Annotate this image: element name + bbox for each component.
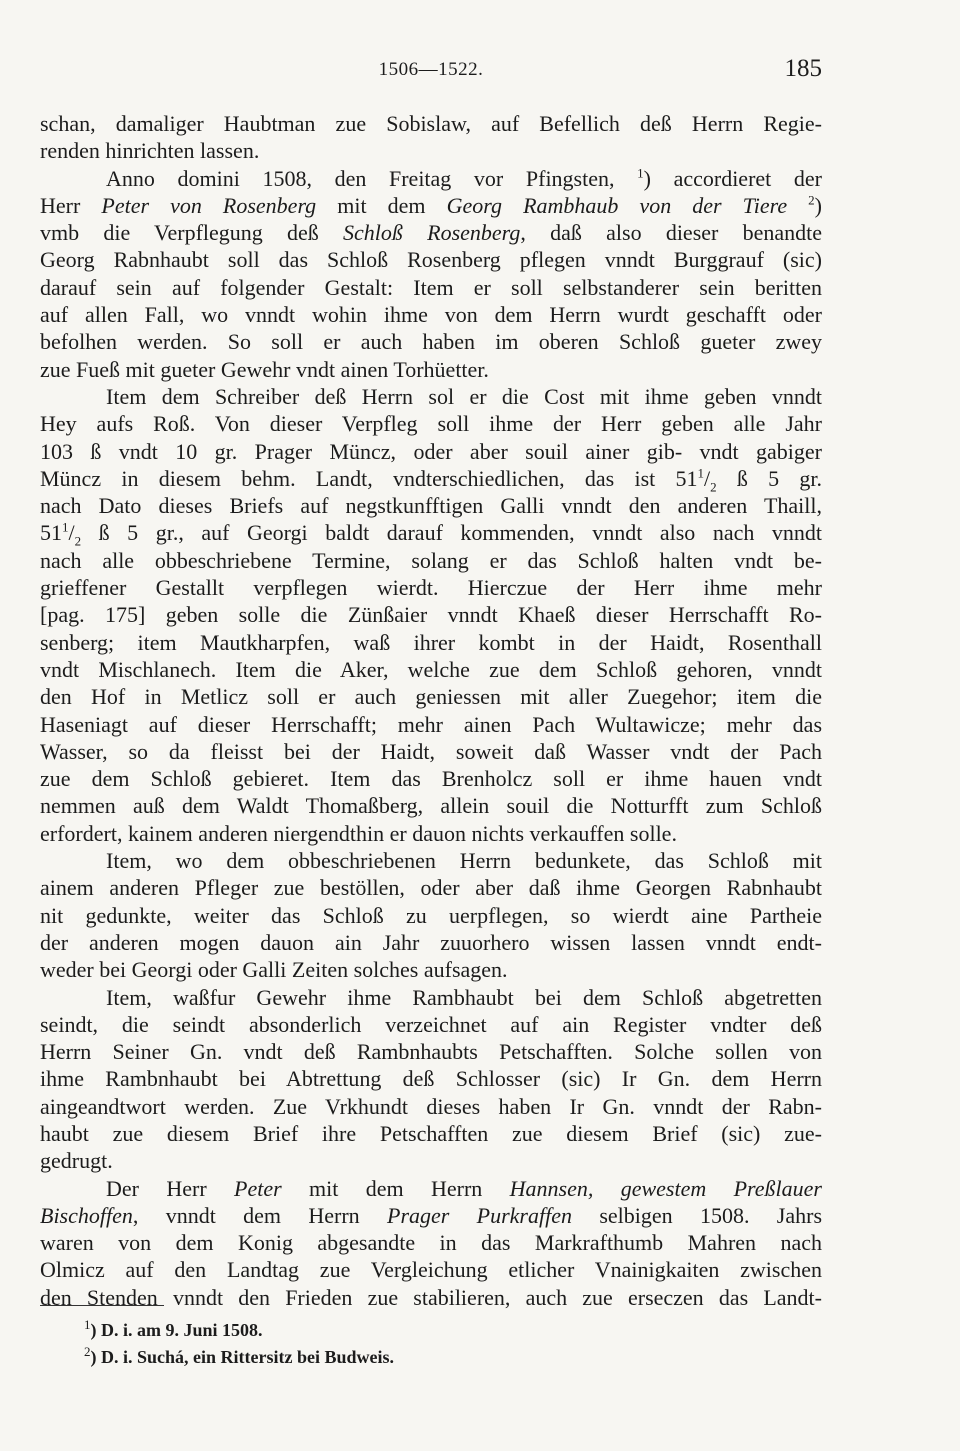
text-segment: 2: [710, 479, 717, 495]
text-segment: selbigen 1508. Jahrs: [571, 1202, 823, 1228]
page-header: [40, 55, 822, 95]
text-segment: den Stenden vnndt den Frieden zue stabilieren, auch zue erseczen das Landt-: [40, 1284, 822, 1310]
text-segment: mit dem Herrn: [281, 1175, 510, 1201]
text-segment: Haseniagt auf dieser Herrschafft; mehr ainen Pach Wultawicze; mehr das: [40, 711, 822, 737]
text-segment: Olmicz auf den Landtag zue Vergleichung etlicher Vnainigkaiten zwischen: [40, 1257, 822, 1283]
text-segment: waren von dem Konig abgesandte in das Markrafthumb Mahren nach: [40, 1230, 822, 1256]
text-line: [40, 1038, 822, 1065]
text-segment: Herrn Seiner Gn. vndt deß Rambnhaubts Petschafften. Solche sollen von: [40, 1039, 822, 1065]
text-line: [40, 465, 822, 495]
text-segment: 2: [74, 533, 82, 549]
text-line: [40, 165, 822, 192]
text-segment: Georg Rambhaub von der Tiere: [446, 192, 788, 218]
text-segment: aingeandtwort werden. Zue Vrkhundt dieses haben Ir Gn. vnndt der Rabn-: [40, 1093, 822, 1119]
text-segment: [pag. 175] geben solle die Zünßaier vnndt Khaeß dieser Herrschafft Ro-: [40, 602, 822, 628]
text-segment: haubt zue diesem Brief ihre Petschafften zue diesem Brief (sic) zue-: [40, 1120, 822, 1146]
text-segment: ): [814, 192, 822, 218]
text-segment: erfordert, kainem anderen niergendthin er dauon nichts verkauffen solle.: [40, 820, 677, 846]
text-line: [40, 1120, 822, 1147]
text-segment: Peter von Rosenberg: [101, 192, 317, 218]
text-segment: zue Fueß mit gueter Gewehr vndt ainen Torhüetter.: [40, 356, 489, 382]
text-line: [40, 1065, 822, 1092]
text-segment: der anderen mogen dauon ain Jahr zuuorhero wissen lassen vnndt endt-: [40, 929, 822, 955]
text-segment: gedrugt.: [40, 1148, 113, 1174]
text-segment: ß 5 gr., auf Georgi baldt darauf kommenden, vnndt also nach vnndt: [81, 520, 822, 546]
text-segment: auf allen Fall, wo vnndt wohin ihme von dem Herrn wurdt geschafft oder: [40, 302, 822, 328]
text-segment: , vnndt dem Herrn: [132, 1202, 387, 1228]
text-segment: Item dem Schreiber deß Herrn sol er die Cost mit ihme geben vnndt: [106, 383, 822, 409]
text-line: [40, 492, 822, 519]
text-segment: vmb die Verpflegung deß: [40, 220, 344, 246]
text-segment: vndt Mischlanech. Item die Aker, welche zue dem Schloß gehoren, vnndt: [40, 656, 822, 682]
text-line: [40, 738, 822, 765]
footnote-rule: [40, 1305, 164, 1306]
text-segment: schan, damaliger Haubtman zue Sobislaw, auf Befellich deß Herrn Regie-: [40, 111, 822, 136]
text-line: [40, 792, 822, 819]
text-line: [40, 383, 822, 410]
text-segment: 103 ß vndt 10 gr. Prager Müncz, oder aber souil ainer gib- vndt gabiger: [40, 438, 822, 464]
text-segment: , daß also dieser benandte: [520, 220, 822, 246]
text-segment: renden hinrichten lassen.: [40, 138, 260, 164]
text-segment: Bischoffen: [40, 1202, 133, 1228]
text-line: [40, 683, 822, 710]
text-segment: zue dem Schloß gebieret. Item das Brenholcz soll er ihme hauen vndt: [40, 766, 822, 792]
text-segment: den Hof in Metlicz soll er auch geniessen mit aller Zuegehor; item die: [40, 684, 822, 710]
text-line: [40, 1202, 822, 1229]
text-segment: Item, wo dem obbeschriebenen Herrn bedunkete, das Schloß mit: [106, 848, 822, 874]
text-line: [40, 301, 822, 328]
text-segment: nach alle obbeschriebene Termine, solang er das Schloß halten vndt be-: [40, 547, 822, 573]
text-line: [40, 1256, 822, 1283]
text-line: [40, 274, 822, 301]
footnote: [84, 1344, 394, 1368]
text-segment: Item, waßfur Gewehr ihme Rambhaubt bei dem Schloß abgetretten: [106, 984, 822, 1010]
text-segment: Schloß Rosenberg: [343, 220, 521, 246]
text-line: [40, 328, 822, 355]
text-line: [40, 356, 822, 383]
text-line: [40, 956, 822, 983]
text-segment: ihme Rambnhaubt bei Abtrettung deß Schlosser (sic) Ir Gn. dem Herrn: [40, 1066, 822, 1092]
text-line: [40, 547, 822, 574]
text-line: [40, 1093, 822, 1120]
text-segment: ) D. i. Suchá, ein Rittersitz bei Budweis.: [90, 1347, 394, 1367]
text-segment: 1: [62, 520, 69, 536]
text-segment: ainem anderen Pfleger zue bestöllen, oder aber daß ihme Georgen Rabnhaubt: [40, 875, 822, 901]
text-segment: Georg Rabnhaubt soll das Schloß Rosenberg pflegen vnndt Burggrauf (sic): [40, 247, 822, 273]
text-segment: seindt, die seindt absonderlich verzeichnet auf ain Register vndter deß: [40, 1011, 822, 1037]
text-segment: 1: [84, 1317, 91, 1332]
text-line: [40, 1284, 822, 1311]
text-line: [40, 137, 822, 164]
text-line: [40, 410, 822, 437]
text-segment: mit dem: [316, 192, 447, 218]
text-segment: nemmen auß dem Waldt Thomaßberg, allein souil die Notturfft zum Schloß: [40, 793, 822, 819]
text-segment: Herr: [40, 192, 102, 218]
text-line: [40, 765, 822, 792]
text-segment: [787, 193, 808, 218]
text-segment: 2: [808, 192, 815, 208]
text-line: [40, 1175, 822, 1202]
text-segment: Müncz in diesem behm. Landt, vndterschiedlichen, das ist 51: [40, 465, 698, 491]
text-segment: /: [704, 465, 711, 491]
footnote: [84, 1317, 263, 1341]
text-segment: 2: [84, 1344, 91, 1359]
text-segment: ß 5 gr.: [716, 465, 822, 491]
text-segment: grieffener Gestallt verpflegen wierdt. Hierczue der Herr ihme mehr: [40, 575, 822, 601]
text-line: [40, 1229, 822, 1256]
text-line: [40, 629, 822, 656]
text-segment: Hey aufs Roß. Von dieser Verpfleg soll ihme der Herr geben alle Jahr: [40, 411, 822, 437]
text-segment: Hannsen, gewestem Preßlauer: [509, 1175, 822, 1201]
text-segment: 1: [697, 465, 704, 481]
text-segment: Prager Purkraffen: [387, 1202, 572, 1228]
text-segment: weder bei Georgi oder Galli Zeiten solches aufsagen.: [40, 957, 508, 983]
text-line: [40, 656, 822, 683]
running-head: 1506—1522.: [378, 59, 484, 80]
text-segment: nit gedunkte, weiter das Schloß zu uerpflegen, so wierdt aine Partheie: [40, 902, 822, 928]
text-segment: Der Herr: [106, 1175, 235, 1201]
text-segment: befolhen werden. So soll er auch haben im oberen Schloß gueter zwey: [40, 329, 822, 355]
text-line: [40, 902, 822, 929]
text-line: [40, 929, 822, 956]
text-line: [40, 874, 822, 901]
text-line: [40, 110, 822, 137]
text-line: [40, 711, 822, 738]
text-line: [40, 574, 822, 601]
text-segment: senberg; item Mautkharpfen, waß ihrer kombt in der Haidt, Rosenthall: [40, 629, 822, 655]
text-line: [40, 192, 822, 219]
text-line: [40, 1011, 822, 1038]
text-line: [40, 438, 822, 465]
text-line: [40, 246, 822, 273]
page-number: 185: [784, 55, 822, 82]
text-segment: Wasser, so da fleisst bei der Haidt, soweit daß Wasser vndt der Pach: [40, 738, 822, 764]
text-segment: Anno domini 1508, den Freitag vor Pfingsten,: [106, 165, 638, 191]
text-segment: ) D. i. am 9. Juni 1508.: [90, 1320, 263, 1340]
text-line: [40, 601, 822, 628]
text-line: [40, 1147, 822, 1174]
text-segment: 51: [40, 520, 62, 546]
text-line: [40, 984, 822, 1011]
body-text: [40, 110, 822, 1311]
text-line: [40, 820, 822, 847]
text-segment: ) accordieret der: [643, 165, 822, 191]
text-segment: darauf sein auf folgender Gestalt: Item er soll selbstanderer sein beritten: [40, 274, 822, 300]
text-segment: Peter: [234, 1175, 282, 1201]
text-line: [40, 519, 822, 549]
text-segment: /: [68, 520, 75, 546]
text-segment: nach Dato dieses Briefs auf negstkunfftigen Galli vnndt den anderen Thaill,: [40, 493, 822, 519]
text-line: [40, 847, 822, 874]
text-line: [40, 219, 822, 246]
text-segment: 1: [637, 165, 644, 181]
